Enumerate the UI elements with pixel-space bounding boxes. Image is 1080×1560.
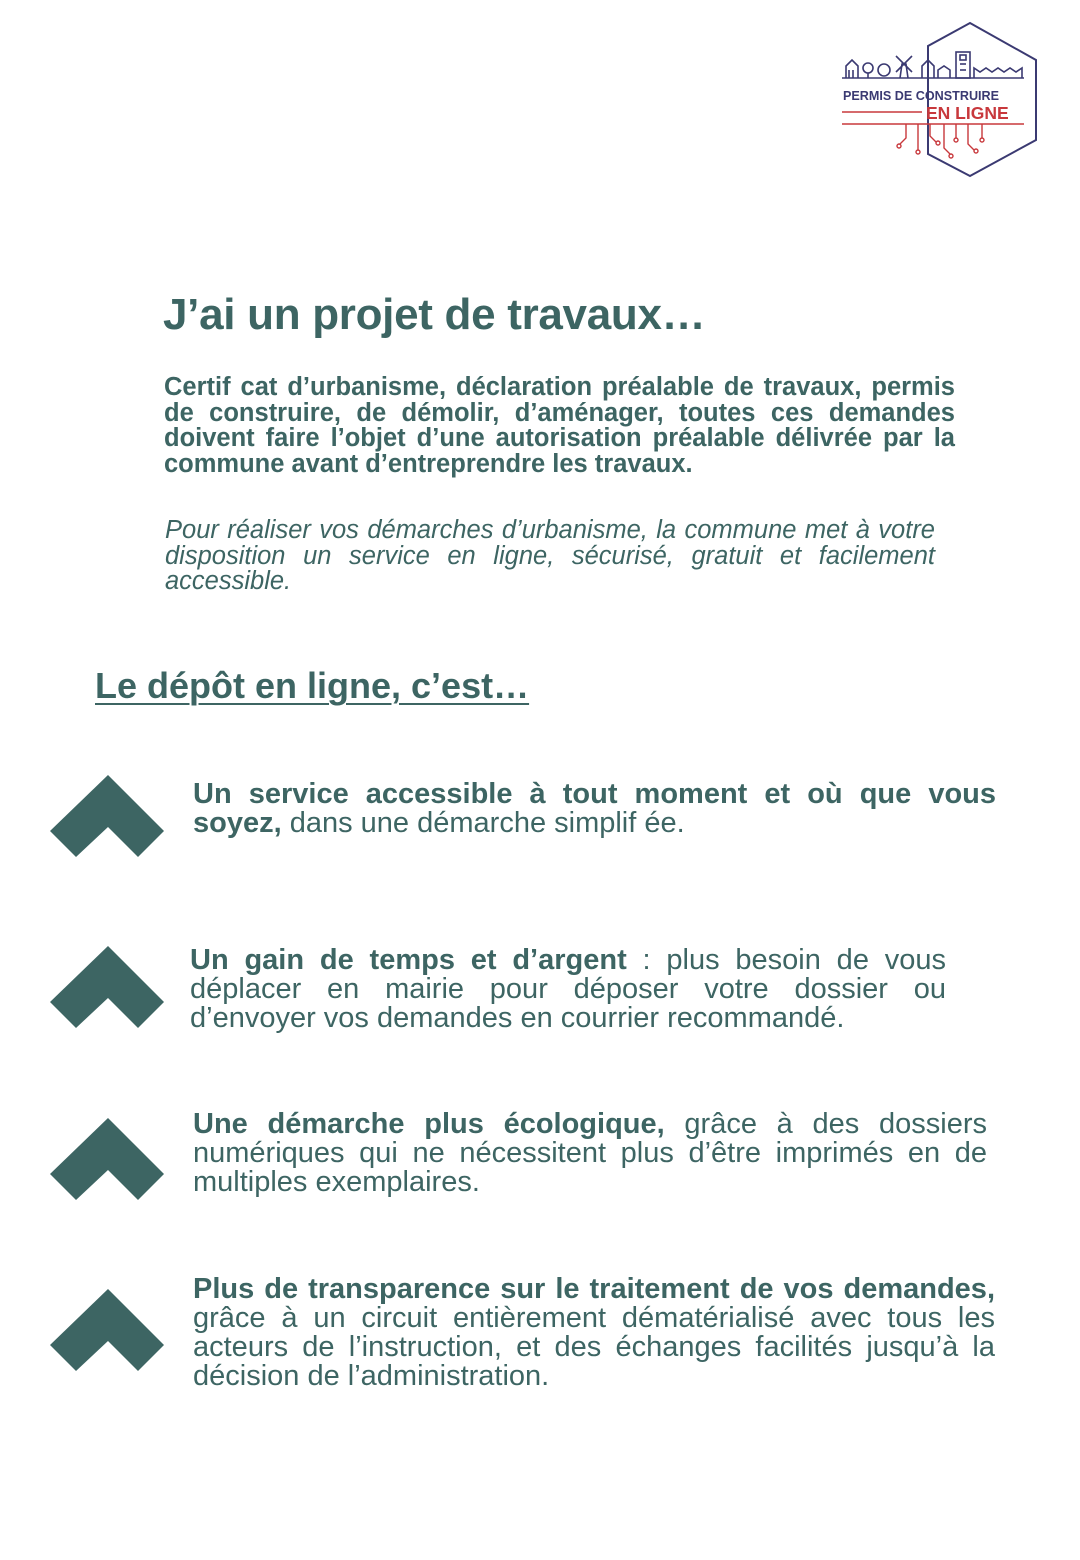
chevron-up-icon: [50, 1289, 164, 1371]
section-title: Le dépôt en ligne, c’est…: [95, 665, 530, 706]
lead-paragraph: Pour réaliser vos démarches d’urbanisme, la commune met à votre disposition un service en ligne, sécurisé, gratuit et facilement accessible.: [165, 516, 935, 595]
benefit-text: : plus besoin de vous déplacer en mairie pour déposer votre dossier ou d’envoyer vos demandes en courrier recommandé.: [190, 944, 947, 1034]
benefit-item: [190, 946, 946, 1033]
benefit-heading: Une démarche plus écologique,: [193, 1108, 665, 1140]
chevron-up-icon: [50, 946, 164, 1028]
logo-text-line2: EN LIGNE: [926, 103, 1009, 123]
benefit-text: grâce à des dossiers numériques qui ne nécessitent plus d’être imprimés en de multiples exemplaires.: [193, 1108, 987, 1198]
logo-text-line1: PERMIS DE CONSTRUIRE: [843, 89, 1000, 103]
benefit-text: grâce à un circuit entièrement dématérialisé avec tous les acteurs de l’instruction, et des échanges facilités jusqu’à la décision de l’administration.: [193, 1302, 995, 1392]
permis-de-construire-logo: [836, 20, 1042, 180]
chevron-up-icon: [50, 775, 164, 857]
logo-circuit-icon: [897, 124, 984, 158]
chevron-up-icon: [50, 1118, 164, 1200]
benefit-heading: Un service accessible à tout moment et où que vous soyez,: [193, 778, 996, 839]
benefit-heading: Plus de transparence sur le traitement de vos demandes,: [193, 1273, 995, 1305]
benefit-heading: Un gain de temps et d’argent: [190, 944, 627, 976]
benefit-item: [193, 780, 996, 838]
logo-skyline-icon: [842, 52, 1024, 78]
benefit-item: [193, 1275, 995, 1391]
intro-paragraph: Certif cat d’urbanisme, déclaration préalable de travaux, permis de construire, de démolir, d’aménager, toutes ces demandes doivent faire l’objet d’une autorisation préalable délivrée par la commune avant d’entreprendre les travaux.: [164, 373, 955, 478]
benefit-item: [193, 1110, 987, 1197]
logo-graphic: [836, 20, 1042, 180]
benefit-text: dans une démarche simplif ée.: [281, 807, 685, 839]
page-title: J’ai un projet de travaux…: [163, 290, 706, 339]
